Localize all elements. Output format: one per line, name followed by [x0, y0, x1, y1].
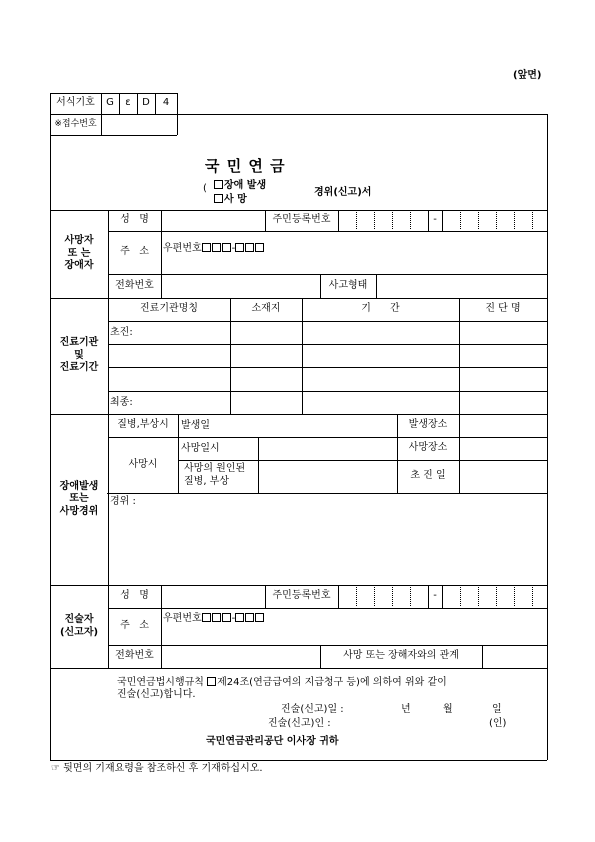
person-rrn-label: 주민등록번호 [272, 214, 331, 226]
onset-place-field[interactable] [460, 415, 546, 436]
death-place-field[interactable] [460, 438, 546, 459]
onset-date-label: 발생일 [181, 420, 210, 431]
date-month-label: 월 [443, 704, 453, 715]
circumstances-label: 경위 : [110, 496, 136, 507]
form-code-char: G [106, 97, 114, 109]
statement-checkbox[interactable] [207, 677, 216, 686]
person-section-label: 사망자 또 는 장애자 [64, 235, 94, 272]
option-death: 사 망 [214, 194, 247, 205]
declarant-name-field[interactable] [162, 586, 264, 607]
declarant-rrn-label: 주민등록번호 [272, 590, 331, 602]
last-visit-row-label: 최종: [110, 397, 133, 408]
first-visit-date-label: 초 진 일 [410, 470, 446, 482]
form-code-char: 4 [162, 97, 170, 109]
statement-line-1: 국민연금법시행규칙 제24조(연금급여의 지급청구 등)에 의하여 위와 같이 [117, 677, 447, 688]
col-institution-name: 진료기관명칭 [140, 303, 198, 315]
person-rrn-dash: - [433, 214, 437, 226]
declarant-section-label: 진술자 (신고자) [59, 614, 99, 638]
at-death-label: 사망시 [128, 458, 158, 470]
relationship-label: 사망 또는 장해자와의 관계 [343, 650, 459, 662]
declarant-phone-label: 전화번호 [115, 650, 154, 662]
medical-section-label: 진료기관 및 진료기간 [59, 337, 99, 374]
person-postal-code[interactable]: 우편번호 - [163, 243, 265, 254]
occurrence-section-label: 장애발생 또는 사망경위 [59, 480, 99, 517]
footnote: ☞ 뒷면의 기재요령을 참조하신 후 기재하십시오. [51, 763, 263, 774]
addressee: 국민연금관리공단 이사장 귀하 [206, 736, 339, 747]
receipt-number-field[interactable] [102, 115, 176, 134]
circumstances-field[interactable] [109, 510, 546, 584]
declarant-rrn-dash: - [433, 590, 437, 602]
form-code-char: D [142, 97, 150, 109]
death-place-label: 사망장소 [408, 442, 448, 454]
relationship-field[interactable] [483, 646, 546, 667]
declarant-address-field[interactable] [162, 626, 546, 644]
death-cause-field[interactable] [259, 461, 396, 492]
form-code-char: ε [125, 97, 131, 109]
page-side-label: (앞면) [513, 70, 542, 81]
declarant-postal-code[interactable]: 우편번호 - [163, 613, 265, 624]
date-day-label: 일 [492, 704, 502, 715]
date-year-label: 년 [401, 704, 411, 715]
declarant-name-label: 성 명 [120, 590, 149, 602]
medical-row-4-field[interactable] [135, 392, 229, 413]
col-period: 기 간 [361, 303, 400, 315]
option-disability: 장애 발생 [214, 180, 266, 191]
declarant-sign-label: 진술(신고)인 : [268, 718, 331, 729]
first-visit-date-field[interactable] [460, 461, 546, 492]
form-code-label: 서식기호 [56, 97, 95, 109]
statement-date-label: 진술(신고)일 : [281, 704, 344, 715]
title-suffix: 경위(신고)서 [314, 187, 372, 198]
person-phone-field[interactable] [162, 275, 319, 297]
person-name-field[interactable] [162, 211, 264, 230]
seal-mark: (인) [489, 718, 507, 729]
declarant-address-label: 주 소 [120, 620, 149, 632]
onset-place-label: 발생장소 [408, 419, 448, 431]
death-checkbox[interactable] [214, 194, 223, 203]
receipt-number-label: ※접수번호 [54, 118, 97, 129]
declarant-sign-field[interactable] [350, 716, 480, 730]
death-cause-label: 사망의 원인된 질병, 부상 [184, 463, 246, 487]
death-datetime-field[interactable] [259, 438, 396, 459]
person-phone-label: 전화번호 [115, 279, 154, 291]
title-open-paren: ( [203, 183, 207, 194]
medical-row-2-field[interactable] [109, 345, 229, 366]
accident-type-field[interactable] [377, 275, 546, 297]
form-title: 국 민 연 금 [205, 157, 286, 175]
accident-type-label: 사고형태 [328, 279, 368, 291]
person-address-field[interactable] [162, 256, 546, 273]
medical-row-3-field[interactable] [109, 368, 229, 390]
disability-checkbox[interactable] [214, 180, 223, 189]
col-diagnosis: 진 단 명 [485, 303, 521, 315]
declarant-phone-field[interactable] [162, 646, 319, 667]
col-location: 소재지 [251, 303, 281, 315]
person-address-label: 주 소 [120, 246, 149, 258]
statement-line-2: 진술(신고)합니다. [117, 689, 196, 700]
onset-date-field[interactable] [215, 415, 396, 436]
first-visit-row-label: 초진: [110, 327, 133, 338]
person-name-label: 성 명 [120, 214, 149, 226]
death-datetime-label: 사망일시 [181, 443, 220, 454]
illness-injury-label: 질병,부상시 [117, 419, 169, 431]
medical-row-1-field[interactable] [135, 322, 229, 343]
